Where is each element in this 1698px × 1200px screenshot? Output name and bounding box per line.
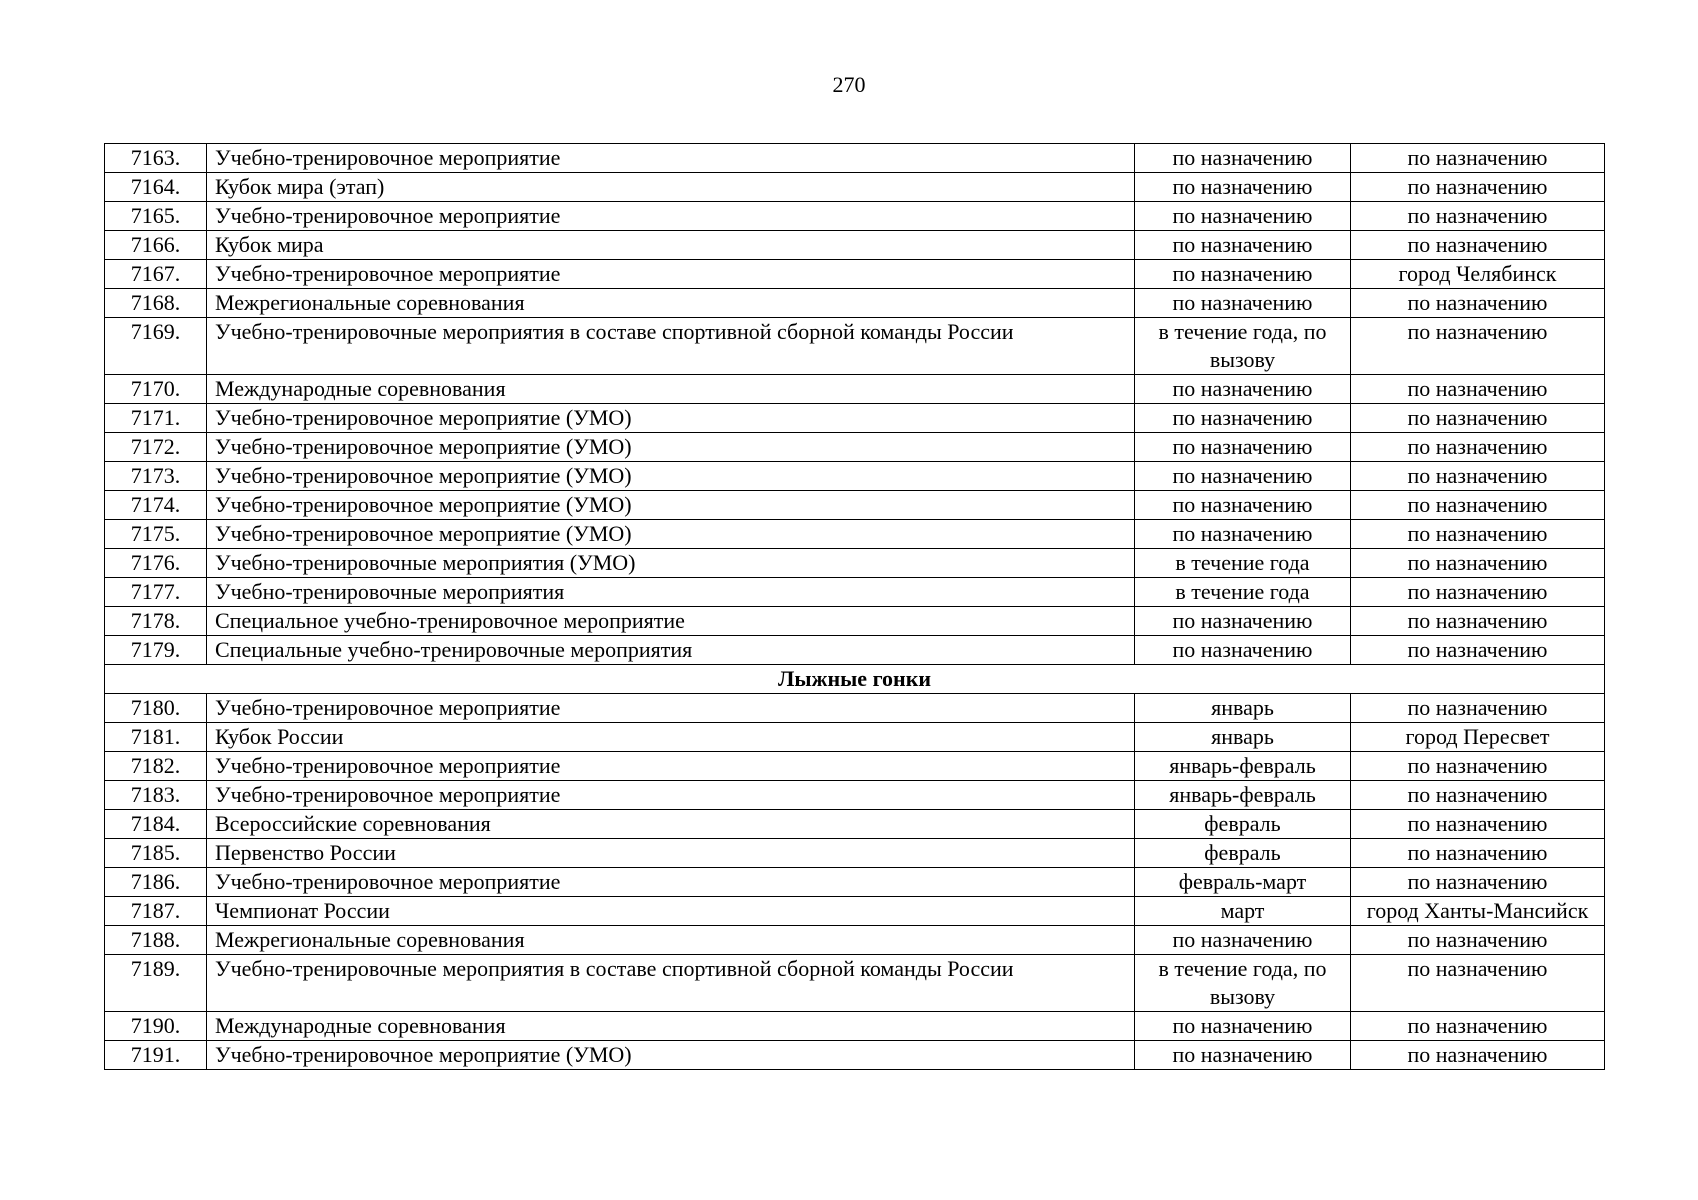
row-number: 7165. [105,202,207,231]
table-row [105,781,1605,810]
table-row [105,810,1605,839]
event-name: Учебно-тренировочное мероприятие [207,752,1135,781]
event-place: по назначению [1351,839,1605,868]
event-date: по назначению [1135,607,1351,636]
event-date: февраль [1135,810,1351,839]
event-date: в течение года [1135,549,1351,578]
table-row [105,231,1605,260]
table-row [105,202,1605,231]
table-row [105,433,1605,462]
event-name: Кубок мира (этап) [207,173,1135,202]
table-row [105,694,1605,723]
event-name: Чемпионат России [207,897,1135,926]
row-number: 7190. [105,1012,207,1041]
event-place: по назначению [1351,781,1605,810]
table-row [105,462,1605,491]
event-date: по назначению [1135,260,1351,289]
events-table [104,143,1605,1070]
event-place: по назначению [1351,810,1605,839]
table-row [105,926,1605,955]
table-row [105,868,1605,897]
row-number: 7173. [105,462,207,491]
event-date: по назначению [1135,491,1351,520]
event-name: Учебно-тренировочное мероприятие [207,781,1135,810]
event-place: город Челябинск [1351,260,1605,289]
event-place: по назначению [1351,752,1605,781]
event-name: Всероссийские соревнования [207,810,1135,839]
row-number: 7176. [105,549,207,578]
event-name: Учебно-тренировочные мероприятия в составе спортивной сборной команды России [207,318,1135,375]
event-name: Учебно-тренировочное мероприятие [207,202,1135,231]
event-name: Учебно-тренировочное мероприятие (УМО) [207,462,1135,491]
table-row [105,318,1605,375]
event-place: по назначению [1351,231,1605,260]
table-row [105,260,1605,289]
table-row [105,520,1605,549]
row-number: 7188. [105,926,207,955]
row-number: 7175. [105,520,207,549]
event-date: по назначению [1135,289,1351,318]
event-place: по назначению [1351,520,1605,549]
row-number: 7168. [105,289,207,318]
table-row [105,491,1605,520]
event-place: по назначению [1351,694,1605,723]
event-name: Международные соревнования [207,375,1135,404]
event-place: по назначению [1351,955,1605,1012]
table-row [105,636,1605,665]
event-name: Учебно-тренировочное мероприятие (УМО) [207,433,1135,462]
event-name: Межрегиональные соревнования [207,926,1135,955]
event-date: по назначению [1135,636,1351,665]
row-number: 7183. [105,781,207,810]
table-row [105,578,1605,607]
row-number: 7187. [105,897,207,926]
event-date: январь-февраль [1135,752,1351,781]
event-place: по назначению [1351,404,1605,433]
event-date: по назначению [1135,173,1351,202]
row-number: 7180. [105,694,207,723]
table-row [105,1041,1605,1070]
event-date: по назначению [1135,202,1351,231]
event-name: Учебно-тренировочное мероприятие [207,868,1135,897]
event-place: по назначению [1351,462,1605,491]
event-name: Первенство России [207,839,1135,868]
row-number: 7191. [105,1041,207,1070]
event-name: Кубок России [207,723,1135,752]
event-name: Учебно-тренировочные мероприятия (УМО) [207,549,1135,578]
table-row [105,289,1605,318]
event-name: Международные соревнования [207,1012,1135,1041]
event-date: по назначению [1135,462,1351,491]
event-name: Межрегиональные соревнования [207,289,1135,318]
row-number: 7181. [105,723,207,752]
row-number: 7169. [105,318,207,375]
section-title: Лыжные гонки [105,665,1605,694]
event-place: город Ханты-Мансийск [1351,897,1605,926]
event-name: Учебно-тренировочное мероприятие [207,144,1135,173]
event-place: по назначению [1351,1012,1605,1041]
row-number: 7179. [105,636,207,665]
row-number: 7185. [105,839,207,868]
event-date: январь [1135,723,1351,752]
event-name: Учебно-тренировочное мероприятие [207,260,1135,289]
row-number: 7184. [105,810,207,839]
row-number: 7167. [105,260,207,289]
table-row [105,955,1605,1012]
row-number: 7189. [105,955,207,1012]
event-name: Специальное учебно-тренировочное мероприятие [207,607,1135,636]
row-number: 7164. [105,173,207,202]
events-table-body-top [105,144,1605,665]
event-name: Учебно-тренировочное мероприятие (УМО) [207,520,1135,549]
event-place: по назначению [1351,926,1605,955]
event-date: в течение года [1135,578,1351,607]
section-header-group [105,665,1605,694]
row-number: 7171. [105,404,207,433]
table-row [105,1012,1605,1041]
event-place: город Пересвет [1351,723,1605,752]
event-date: февраль-март [1135,868,1351,897]
event-place: по назначению [1351,202,1605,231]
event-date: март [1135,897,1351,926]
event-date: по назначению [1135,1041,1351,1070]
event-place: по назначению [1351,318,1605,375]
event-date: по назначению [1135,520,1351,549]
row-number: 7186. [105,868,207,897]
events-table-body-bottom [105,694,1605,1070]
table-row [105,549,1605,578]
event-date: по назначению [1135,231,1351,260]
row-number: 7172. [105,433,207,462]
event-date: по назначению [1135,375,1351,404]
event-name: Учебно-тренировочные мероприятия в составе спортивной сборной команды России [207,955,1135,1012]
page-number: 270 [832,72,866,97]
event-date: январь [1135,694,1351,723]
section-header-row [105,665,1605,694]
event-name: Учебно-тренировочное мероприятие (УМО) [207,404,1135,433]
event-name: Учебно-тренировочные мероприятия [207,578,1135,607]
row-number: 7174. [105,491,207,520]
table-row [105,897,1605,926]
table-row [105,375,1605,404]
event-date: по назначению [1135,144,1351,173]
event-place: по назначению [1351,607,1605,636]
table-row [105,723,1605,752]
event-place: по назначению [1351,144,1605,173]
event-name: Учебно-тренировочное мероприятие (УМО) [207,1041,1135,1070]
table-row [105,173,1605,202]
event-date: по назначению [1135,1012,1351,1041]
row-number: 7182. [105,752,207,781]
event-name: Учебно-тренировочное мероприятие (УМО) [207,491,1135,520]
event-place: по назначению [1351,868,1605,897]
row-number: 7177. [105,578,207,607]
event-name: Кубок мира [207,231,1135,260]
event-place: по назначению [1351,375,1605,404]
event-date: в течение года, по вызову [1135,318,1351,375]
row-number: 7178. [105,607,207,636]
table-row [105,839,1605,868]
event-date: в течение года, по вызову [1135,955,1351,1012]
table-row [105,144,1605,173]
event-name: Специальные учебно-тренировочные мероприятия [207,636,1135,665]
row-number: 7170. [105,375,207,404]
event-place: по назначению [1351,289,1605,318]
event-place: по назначению [1351,433,1605,462]
row-number: 7166. [105,231,207,260]
table-row [105,752,1605,781]
event-place: по назначению [1351,549,1605,578]
event-place: по назначению [1351,578,1605,607]
event-date: январь-февраль [1135,781,1351,810]
event-name: Учебно-тренировочное мероприятие [207,694,1135,723]
event-date: по назначению [1135,926,1351,955]
event-date: по назначению [1135,404,1351,433]
event-place: по назначению [1351,1041,1605,1070]
table-row [105,404,1605,433]
row-number: 7163. [105,144,207,173]
event-place: по назначению [1351,636,1605,665]
event-place: по назначению [1351,491,1605,520]
event-date: по назначению [1135,433,1351,462]
event-place: по назначению [1351,173,1605,202]
table-row [105,607,1605,636]
event-date: февраль [1135,839,1351,868]
